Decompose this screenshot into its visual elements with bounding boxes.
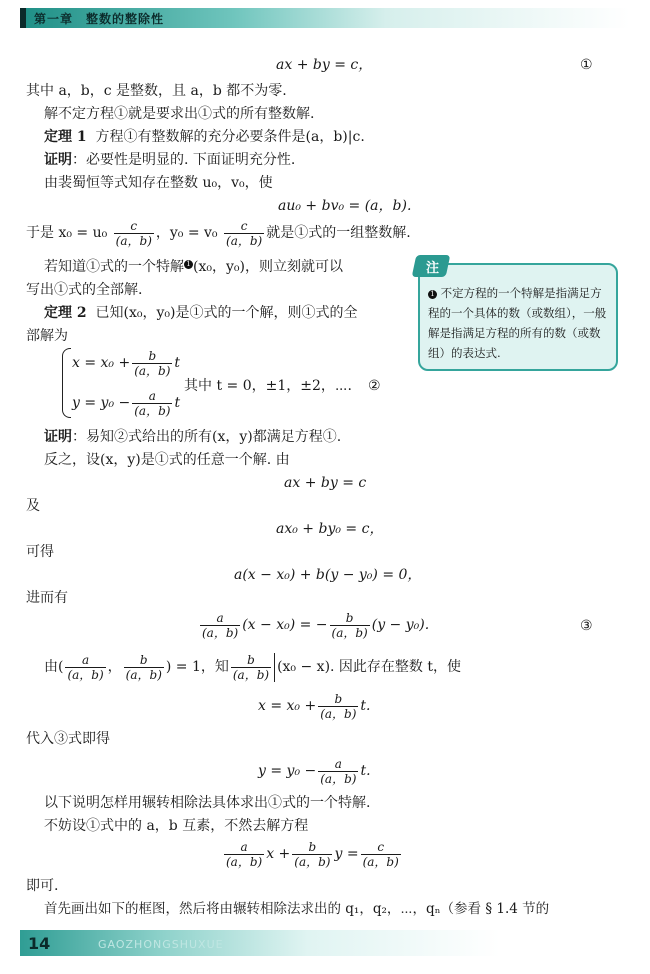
equation: a(x − x₀) + b(y − y₀) = 0， — [234, 567, 422, 583]
fraction-denominator: (a，b) — [115, 233, 152, 248]
theorem-2 — [44, 304, 357, 322]
footnote-marker-icon: 1 — [428, 290, 437, 299]
fraction-numerator: a — [200, 611, 240, 626]
system-where-clause: 其中 t = 0，±1，±2，⋯. — [184, 378, 352, 394]
proof-label: 证明 — [44, 429, 72, 445]
text-line: 由裴蜀恒等式知存在整数 u₀，v₀，使 — [44, 175, 273, 191]
fraction-denominator: (a，b) — [134, 403, 171, 418]
reduced-equation — [222, 838, 403, 870]
fraction-numerator: a — [132, 389, 172, 404]
fraction-numerator: a — [65, 653, 105, 668]
coprime-line — [44, 651, 461, 683]
text-fragment: y = y₀ − — [258, 763, 317, 779]
fraction — [231, 653, 275, 682]
fraction-denominator: (a，b) — [226, 854, 263, 869]
text-fragment: ，y₀ = v₀ — [155, 225, 218, 241]
footer-bar — [20, 930, 500, 956]
proof-text: ：必要性是明显的. 下面证明充分性. — [72, 152, 296, 168]
theorem-2-text: 已知(x₀，y₀)是①式的一个解，则①式的全 — [95, 305, 358, 321]
text-fragment: ) = 1，知 — [165, 659, 229, 675]
note-badge-label: 注 — [426, 261, 440, 276]
text-line: 首先画出如下的框图，然后将由辗转相除法求出的 q₁，q₂，⋯，qₙ（参看 § 1.4 节的 — [44, 901, 550, 917]
text-fragment: t — [174, 355, 181, 371]
note-text-content: 不定方程的一个特解是指满足方程的一个具体的数（或数组），一般解是指满足方程的所有的数（或数组）的表达式. — [428, 286, 607, 360]
text-fragment: (x₀ − x). 因此存在整数 t，使 — [277, 659, 462, 675]
fraction-numerator: c — [361, 840, 401, 855]
fraction-denominator: (a，b) — [226, 233, 263, 248]
theorem-1-label: 定理 1 — [44, 129, 87, 145]
fraction-numerator: b — [318, 692, 358, 707]
equation-1-tag: ① — [580, 57, 593, 73]
proof-2 — [44, 428, 341, 446]
text-fragment: 若知道①式的一个特解 — [44, 259, 184, 275]
fraction — [318, 692, 358, 721]
fraction-numerator: a — [224, 840, 264, 855]
fraction — [114, 219, 154, 248]
fraction-numerator: b — [124, 653, 164, 668]
text-fragment: t — [174, 395, 181, 411]
fraction — [292, 840, 332, 869]
side-note-text — [428, 283, 610, 363]
fraction — [65, 653, 105, 682]
footnote-marker-icon: 1 — [184, 260, 193, 269]
page-number: 14 — [28, 934, 51, 953]
fraction-denominator: (a，b) — [331, 625, 368, 640]
theorem-1 — [44, 128, 365, 146]
theorem-1-text: 方程①有整数解的充分必要条件是(a，b)|c. — [95, 129, 365, 145]
text-line: 解不定方程①就是要求出①式的所有整数解. — [44, 106, 315, 122]
fraction-numerator: c — [114, 219, 154, 234]
fraction-denominator: (a，b) — [202, 625, 239, 640]
text-line: 以下说明怎样用辗转相除法具体求出①式的一个特解. — [44, 795, 371, 811]
text-line: 不妨设①式中的 a，b 互素，不然去解方程 — [44, 818, 309, 834]
text-line — [44, 258, 343, 276]
text-fragment: x = x₀ + — [72, 355, 131, 371]
bezout-equation: au₀ + bv₀ = (a，b). — [278, 198, 412, 214]
proof-text: ：易知②式给出的所有(x，y)都满足方程①. — [72, 429, 342, 445]
fraction-numerator: b — [231, 653, 271, 668]
fraction — [132, 349, 172, 378]
chapter-title: 第一章 整数的整除性 — [34, 12, 165, 26]
theorem-2-label: 定理 2 — [44, 305, 87, 321]
system-line-y — [72, 388, 180, 418]
fraction-denominator: (a，b) — [294, 854, 331, 869]
text-fragment: (x₀，y₀)，则立刻就可以 — [193, 259, 343, 275]
fraction-numerator: b — [132, 349, 172, 364]
text-line: 及 — [26, 498, 40, 514]
fraction — [330, 611, 370, 640]
text-fragment: y = y₀ − — [72, 395, 131, 411]
system-line-x — [72, 348, 180, 378]
fraction — [200, 611, 240, 640]
equation: ax + by = c — [284, 475, 367, 491]
chapter-header-marker — [20, 8, 26, 28]
text-line: 进而有 — [26, 590, 68, 606]
fraction-denominator: (a，b) — [125, 667, 162, 682]
fraction-denominator: (a，b) — [134, 363, 171, 378]
fraction — [318, 757, 358, 786]
text-fragment: y = — [334, 846, 359, 862]
text-line: 代入③式即得 — [26, 731, 110, 747]
left-brace — [62, 348, 71, 418]
text-fragment: 于是 x₀ = u₀ — [26, 225, 108, 241]
equation-y — [258, 755, 371, 787]
text-line: 部解为 — [26, 328, 68, 344]
equation-1: ax + by = c， — [276, 57, 373, 73]
fraction — [224, 840, 264, 869]
fraction-numerator: b — [330, 611, 370, 626]
text-fragment: ， — [107, 659, 122, 675]
fraction-denominator: (a，b) — [320, 771, 357, 786]
fraction-numerator: c — [224, 219, 264, 234]
footer-watermark: GAOZHONGSHUXUE — [98, 938, 224, 951]
text-line: 反之，设(x，y)是①式的任意一个解. 由 — [44, 452, 290, 468]
proof-1 — [44, 151, 295, 169]
fraction — [132, 389, 172, 418]
text-fragment: (y − y₀). — [371, 617, 430, 633]
text-line: 写出①式的全部解. — [26, 282, 143, 298]
text-fragment: t. — [360, 763, 371, 779]
equation-3-tag: ③ — [580, 618, 593, 634]
text-line: 其中 a，b，c 是整数，且 a，b 都不为零. — [26, 83, 287, 99]
fraction — [224, 219, 264, 248]
fraction — [124, 653, 164, 682]
fraction-denominator: (a，b) — [362, 854, 399, 869]
text-fragment: t. — [360, 698, 371, 714]
equation-3 — [198, 609, 429, 641]
proof-label: 证明 — [44, 152, 72, 168]
text-fragment: 由( — [44, 659, 64, 675]
equation-2-tag: ② — [368, 378, 381, 394]
fraction-numerator: b — [292, 840, 332, 855]
text-line: 可得 — [26, 544, 54, 560]
equation-x — [258, 690, 371, 722]
particular-solution-line — [26, 218, 411, 248]
fraction-numerator: a — [318, 757, 358, 772]
fraction-denominator: (a，b) — [320, 706, 357, 721]
text-fragment: (x − x₀) = − — [242, 617, 328, 633]
text-fragment: 就是①式的一组整数解. — [266, 225, 411, 241]
text-fragment: x = x₀ + — [258, 698, 317, 714]
equation: ax₀ + by₀ = c， — [276, 521, 384, 537]
text-line: 即可. — [26, 878, 59, 894]
fraction-denominator: (a，b) — [232, 667, 270, 682]
fraction — [361, 840, 401, 869]
fraction-denominator: (a，b) — [67, 667, 104, 682]
text-fragment: x + — [266, 846, 291, 862]
